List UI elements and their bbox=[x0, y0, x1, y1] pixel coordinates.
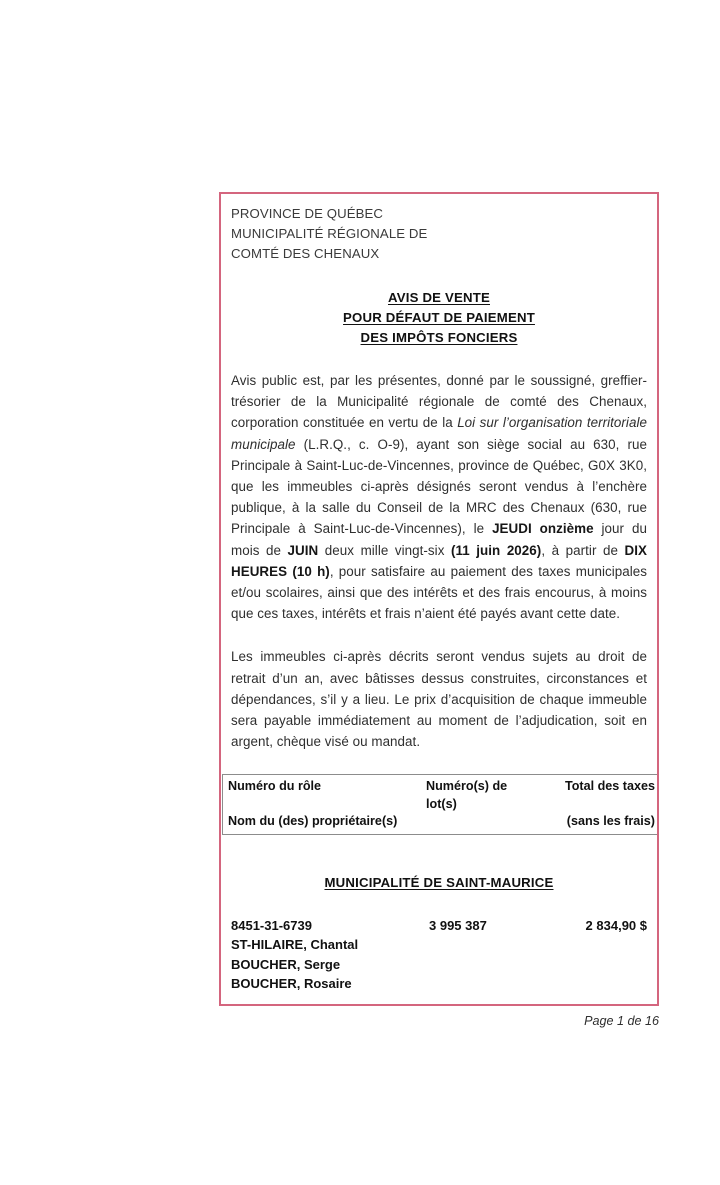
auction-time-bold: DIX HEURES (10 h) bbox=[231, 542, 648, 579]
letterhead-line-3: COMTÉ DES CHENAUX bbox=[231, 246, 380, 261]
tax-table-header bbox=[222, 774, 657, 835]
para1-segment-5: , à partir de bbox=[541, 542, 625, 558]
notice-paragraph-2: Les immeubles ci-après décrits seront vendus sujets au droit de retrait d’un an, avec bâtisses dessus construites, circonstances et dépendances, s’il y a lieu. Le prix d’acquisition de chaque immeuble sera payable immédiatement au moment de l’adjudication, soit en argent, chèque visé ou mandat. bbox=[231, 649, 647, 750]
property-record bbox=[231, 916, 647, 994]
para1-segment-3: jour du mois de bbox=[231, 521, 647, 558]
record-owner-1: ST-HILAIRE, Chantal bbox=[231, 937, 359, 953]
letterhead bbox=[231, 204, 647, 264]
column-header-without-fees: (sans les frais) bbox=[566, 814, 655, 829]
page-footer bbox=[219, 1014, 659, 1028]
para1-segment-6: , pour satisfaire au paiement des taxes municipales et/ou scolaires, ainsi que des intérêts et des frais encourus, à moins que ces taxes, intérêts et frais n’aient été payés avant cette date. bbox=[231, 563, 647, 622]
law-title-italic: Loi sur l’organisation territoriale municipale bbox=[231, 415, 647, 452]
notice-title bbox=[231, 288, 647, 348]
record-lot-number: 3 995 387 bbox=[429, 917, 487, 933]
municipality-heading: MUNICIPALITÉ DE SAINT-MAURICE bbox=[324, 874, 554, 890]
para1-segment-4: deux mille vingt-six bbox=[318, 542, 451, 558]
para1-segment-1: Avis public est, par les présentes, donné par le soussigné, greffier-trésorier de la Municipalité régionale de comté des Chenaux, corporation constituée en vertu de la bbox=[231, 373, 647, 431]
record-owner-2: BOUCHER, Serge bbox=[231, 956, 341, 972]
auction-date-bold: (11 juin 2026) bbox=[450, 542, 542, 558]
document-content bbox=[221, 194, 657, 1004]
page-number-label: Page 1 de 16 bbox=[584, 1014, 659, 1028]
para1-segment-2: (L.R.Q., c. O-9), ayant son siège social au 630, rue Principale à Saint-Luc-de-Vincennes, province de Québec, G0X 3K0, que les immeubles ci-après désignés seront vendus à l’enchère publique, à la salle du Conseil de la MRC des Chenaux (630, rue Principale à Saint-Luc-de-Vincennes), le bbox=[231, 436, 647, 537]
letterhead-line-2: MUNICIPALITÉ RÉGIONALE DE bbox=[231, 226, 428, 241]
notice-paragraph-1 bbox=[231, 370, 647, 624]
record-role-number: 8451-31-6739 bbox=[231, 917, 312, 933]
table-header-row-1 bbox=[228, 778, 655, 813]
column-header-total-taxes: Total des taxes bbox=[564, 779, 655, 794]
auction-day-bold: JEUDI onzième bbox=[492, 521, 594, 537]
table-header-row-2 bbox=[228, 813, 655, 831]
column-header-lot-number: Numéro(s) de lot(s) bbox=[426, 779, 508, 811]
column-header-owner-name: Nom du (des) propriétaire(s) bbox=[228, 814, 398, 829]
letterhead-line-1: PROVINCE DE QUÉBEC bbox=[231, 206, 384, 221]
document-page bbox=[219, 192, 659, 1006]
record-total-taxes: 2 834,90 $ bbox=[585, 917, 647, 933]
record-owner-3: BOUCHER, Rosaire bbox=[231, 976, 352, 992]
column-header-spacer bbox=[426, 813, 537, 831]
title-line-3: DES IMPÔTS FONCIERS bbox=[360, 330, 518, 345]
auction-month-bold: JUIN bbox=[287, 542, 319, 558]
table-row bbox=[231, 916, 647, 936]
column-header-role-number: Numéro du rôle bbox=[228, 779, 322, 794]
title-line-2: POUR DÉFAUT DE PAIEMENT bbox=[343, 310, 535, 325]
title-line-1: AVIS DE VENTE bbox=[387, 290, 490, 305]
